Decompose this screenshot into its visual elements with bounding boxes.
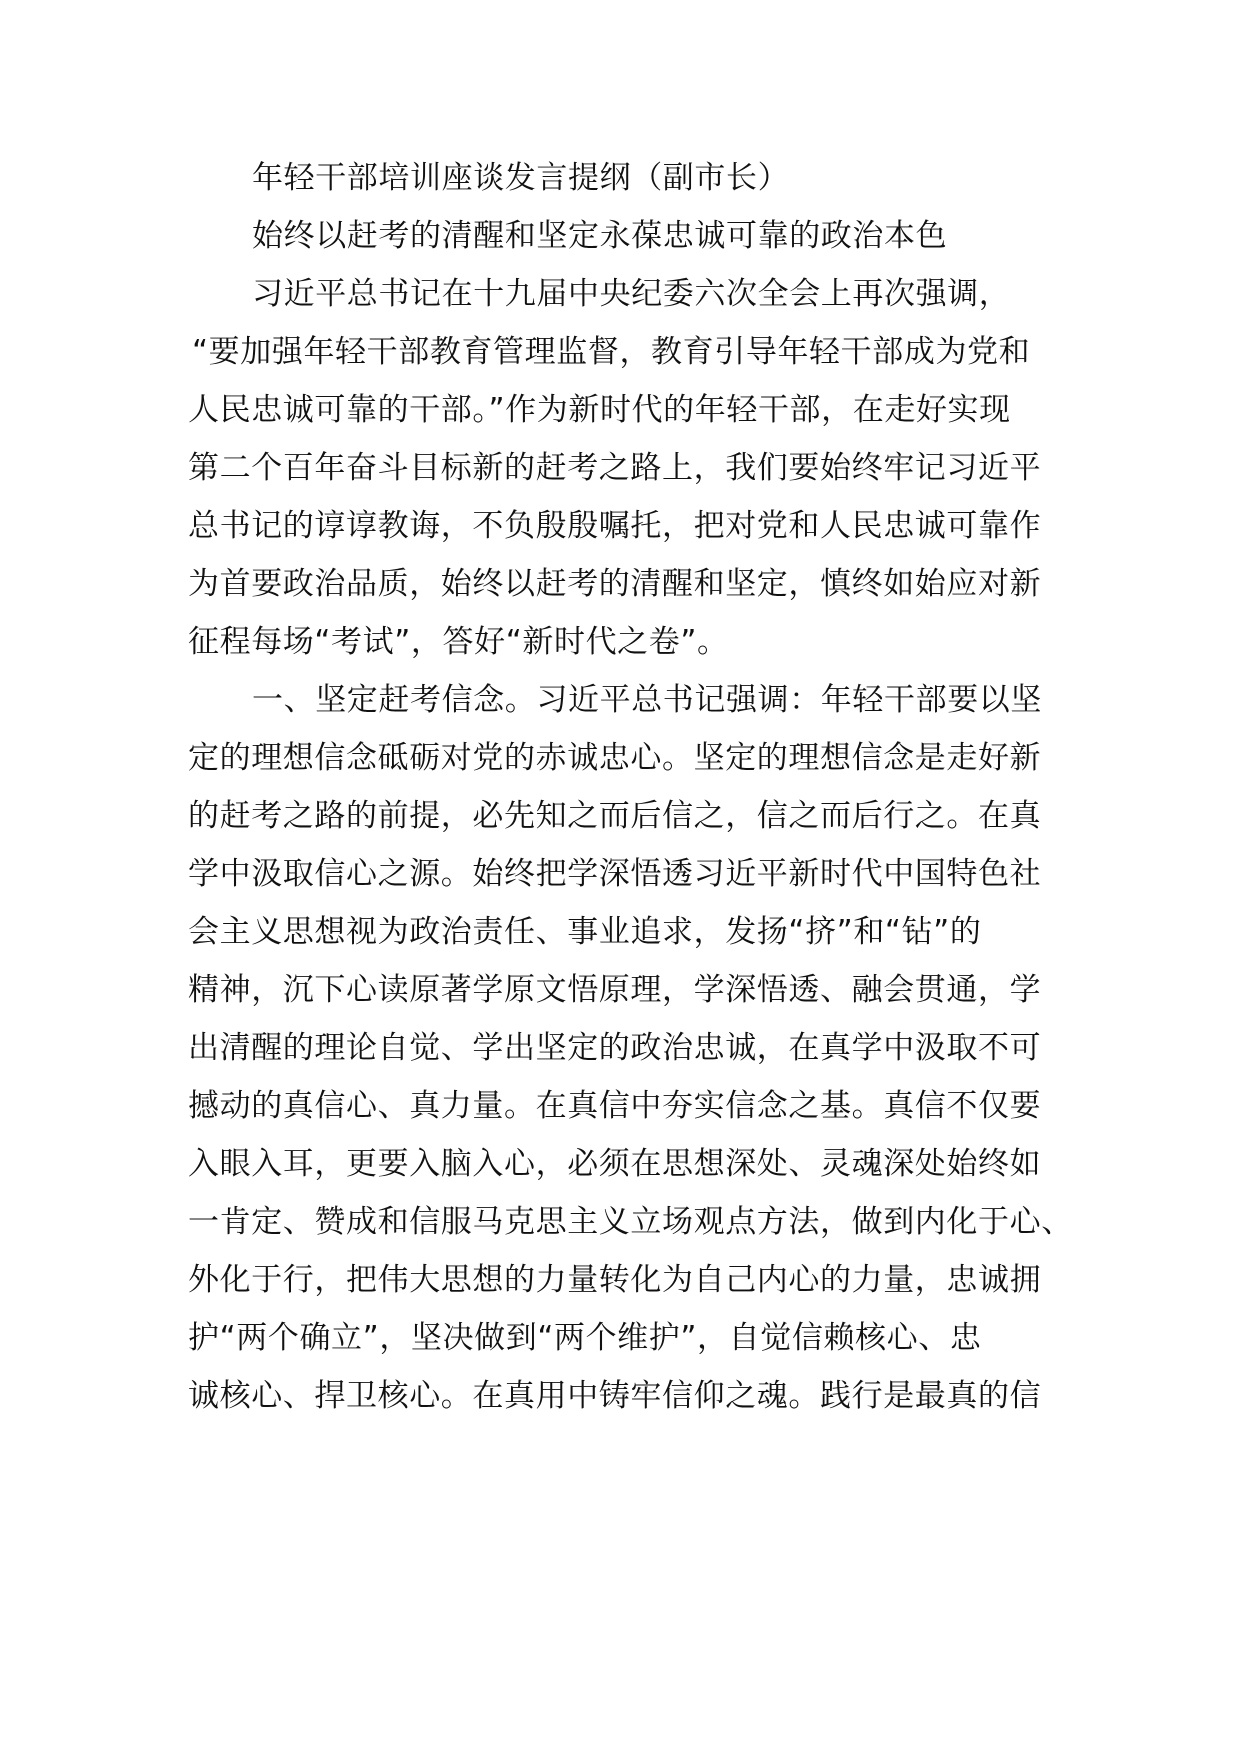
paragraph-line: 诚核心、捍卫核心。在真用中铸牢信仰之魂。践行是最真的信 [188,1378,1042,1414]
paragraph-line: “要加强年轻干部教育管理监督，教育引导年轻干部成为党和 [192,334,1031,370]
paragraph-line: 征程每场“考试”，答好“新时代之卷”。 [188,624,729,660]
paragraph-line: 的赶考之路的前提，必先知之而后信之，信之而后行之。在真 [188,798,1042,834]
paragraph-line: 总书记的谆谆教诲，不负殷殷嘱托，把对党和人民忠诚可靠作 [188,508,1042,544]
paragraph-line: 入眼入耳，更要入脑入心，必须在思想深处、灵魂深处始终如 [188,1146,1042,1182]
paragraph-line: 出清醒的理论自觉、学出坚定的政治忠诚，在真学中汲取不可 [188,1030,1042,1066]
document-title: 年轻干部培训座谈发言提纲（副市长） [252,160,790,196]
paragraph-line: 人民忠诚可靠的干部。”作为新时代的年轻干部，在走好实现 [188,392,1011,428]
paragraph-line: 会主义思想视为政治责任、事业追求，发扬“挤”和“钻”的 [188,914,982,950]
paragraph-line: 习近平总书记在十九届中央纪委六次全会上再次强调， [252,276,1011,312]
paragraph-line: 外化于行，把伟大思想的力量转化为自己内心的力量，忠诚拥 [188,1262,1042,1298]
paragraph-line: 第二个百年奋斗目标新的赶考之路上，我们要始终牢记习近平 [188,450,1042,486]
section-heading-line: 一、坚定赶考信念。习近平总书记强调：年轻干部要以坚 [252,682,1042,718]
paragraph-line: 为首要政治品质，始终以赶考的清醒和坚定，慎终如始应对新 [188,566,1042,602]
paragraph-line: 学中汲取信心之源。始终把学深悟透习近平新时代中国特色社 [188,856,1042,892]
paragraph-line: 一肯定、赞成和信服马克思主义立场观点方法，做到内化于心、 [188,1204,1073,1240]
paragraph-line: 撼动的真信心、真力量。在真信中夯实信念之基。真信不仅要 [188,1088,1042,1124]
paragraph-line: 精神，沉下心读原著学原文悟原理，学深悟透、融会贯通，学 [188,972,1042,1008]
document-subtitle: 始终以赶考的清醒和坚定永葆忠诚可靠的政治本色 [252,218,948,254]
paragraph-line: 护“两个确立”，坚决做到“两个维护”，自觉信赖核心、忠 [188,1320,982,1356]
paragraph-line: 定的理想信念砥砺对党的赤诚忠心。坚定的理想信念是走好新 [188,740,1042,776]
